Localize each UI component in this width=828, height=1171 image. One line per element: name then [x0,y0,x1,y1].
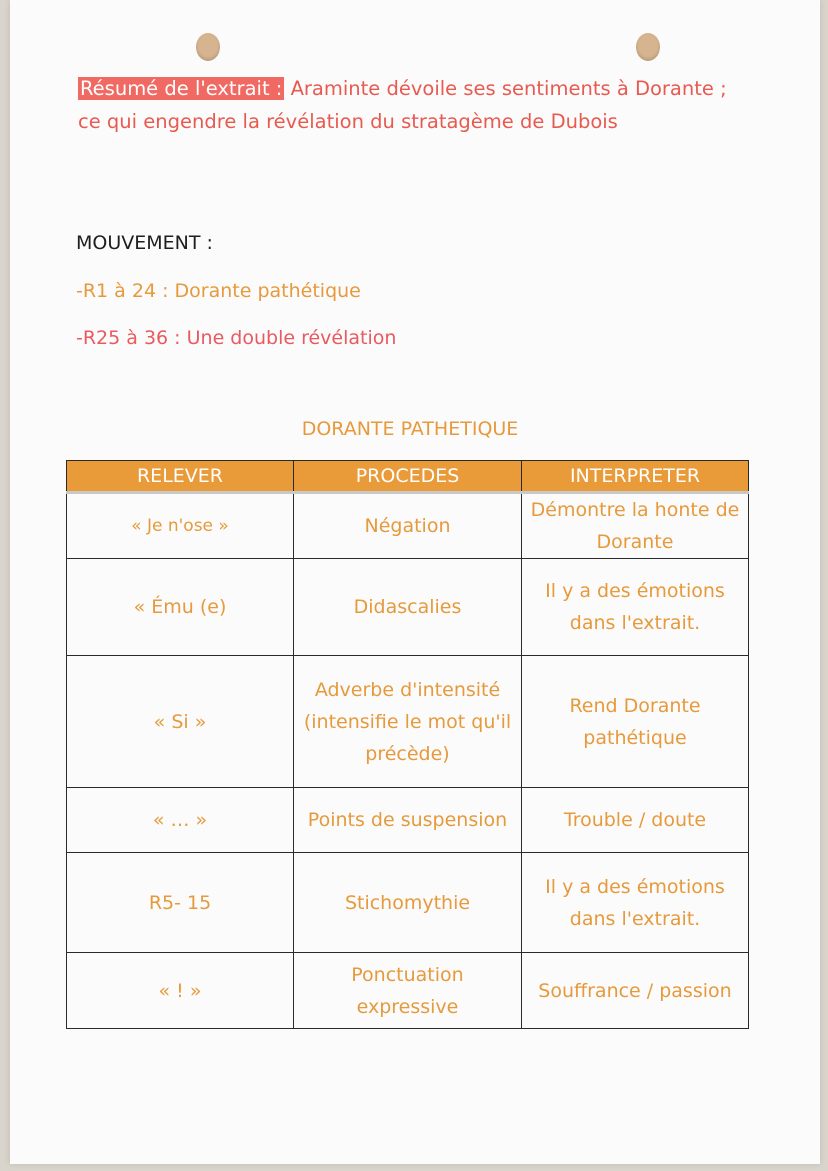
movement-item-1: -R1 à 24 : Dorante pathétique [76,280,361,302]
cell-interpreter: Trouble / doute [522,788,749,853]
summary-paragraph [78,72,728,138]
cell-interpreter: Rend Dorante pathétique [522,656,749,788]
cell-procedes: Ponctuation expressive [294,953,522,1029]
paper-sheet [10,0,820,1164]
section-title-text: DORANTE PATHETIQUE [301,418,519,440]
cell-relever: « ! » [67,953,294,1029]
cell-relever: R5- 15 [67,853,294,953]
cell-procedes: Didascalies [294,559,522,656]
binder-hole-left [196,33,220,61]
header-interpreter: INTERPRETER [522,461,749,493]
section-title [10,418,810,440]
cell-interpreter: Il y a des émotions dans l'extrait. [522,559,749,656]
cell-interpreter: Il y a des émotions dans l'extrait. [522,853,749,953]
table-row [67,559,749,656]
cell-interpreter: Souffrance / passion [522,953,749,1029]
table-row [67,788,749,853]
cell-procedes: Points de suspension [294,788,522,853]
table-row [67,656,749,788]
cell-interpreter: Démontre la honte de Dorante [522,493,749,559]
header-relever: RELEVER [67,461,294,493]
summary-label: Résumé de l'extrait : [80,77,283,100]
table-row [67,493,749,559]
analysis-table [66,460,749,1029]
cell-relever: « … » [67,788,294,853]
cell-relever: « Ému (e) [67,559,294,656]
movement-item-2: -R25 à 36 : Une double révélation [76,327,397,349]
binder-hole-right [636,33,660,61]
cell-procedes: Adverbe d'intensité (intensifie le mot qu'il précède) [294,656,522,788]
cell-relever: « Je n'ose » [67,493,294,559]
cell-relever: « Si » [67,656,294,788]
header-procedes: PROCEDES [294,461,522,493]
movement-title: MOUVEMENT : [76,232,213,254]
table-header-row [67,461,749,493]
summary-text: Araminte dévoile ses sentiments à Dorante ; ce qui engendre la révélation du stratagème de Dubois [78,77,727,133]
table-row [67,953,749,1029]
table-row [67,853,749,953]
cell-procedes: Négation [294,493,522,559]
cell-procedes: Stichomythie [294,853,522,953]
